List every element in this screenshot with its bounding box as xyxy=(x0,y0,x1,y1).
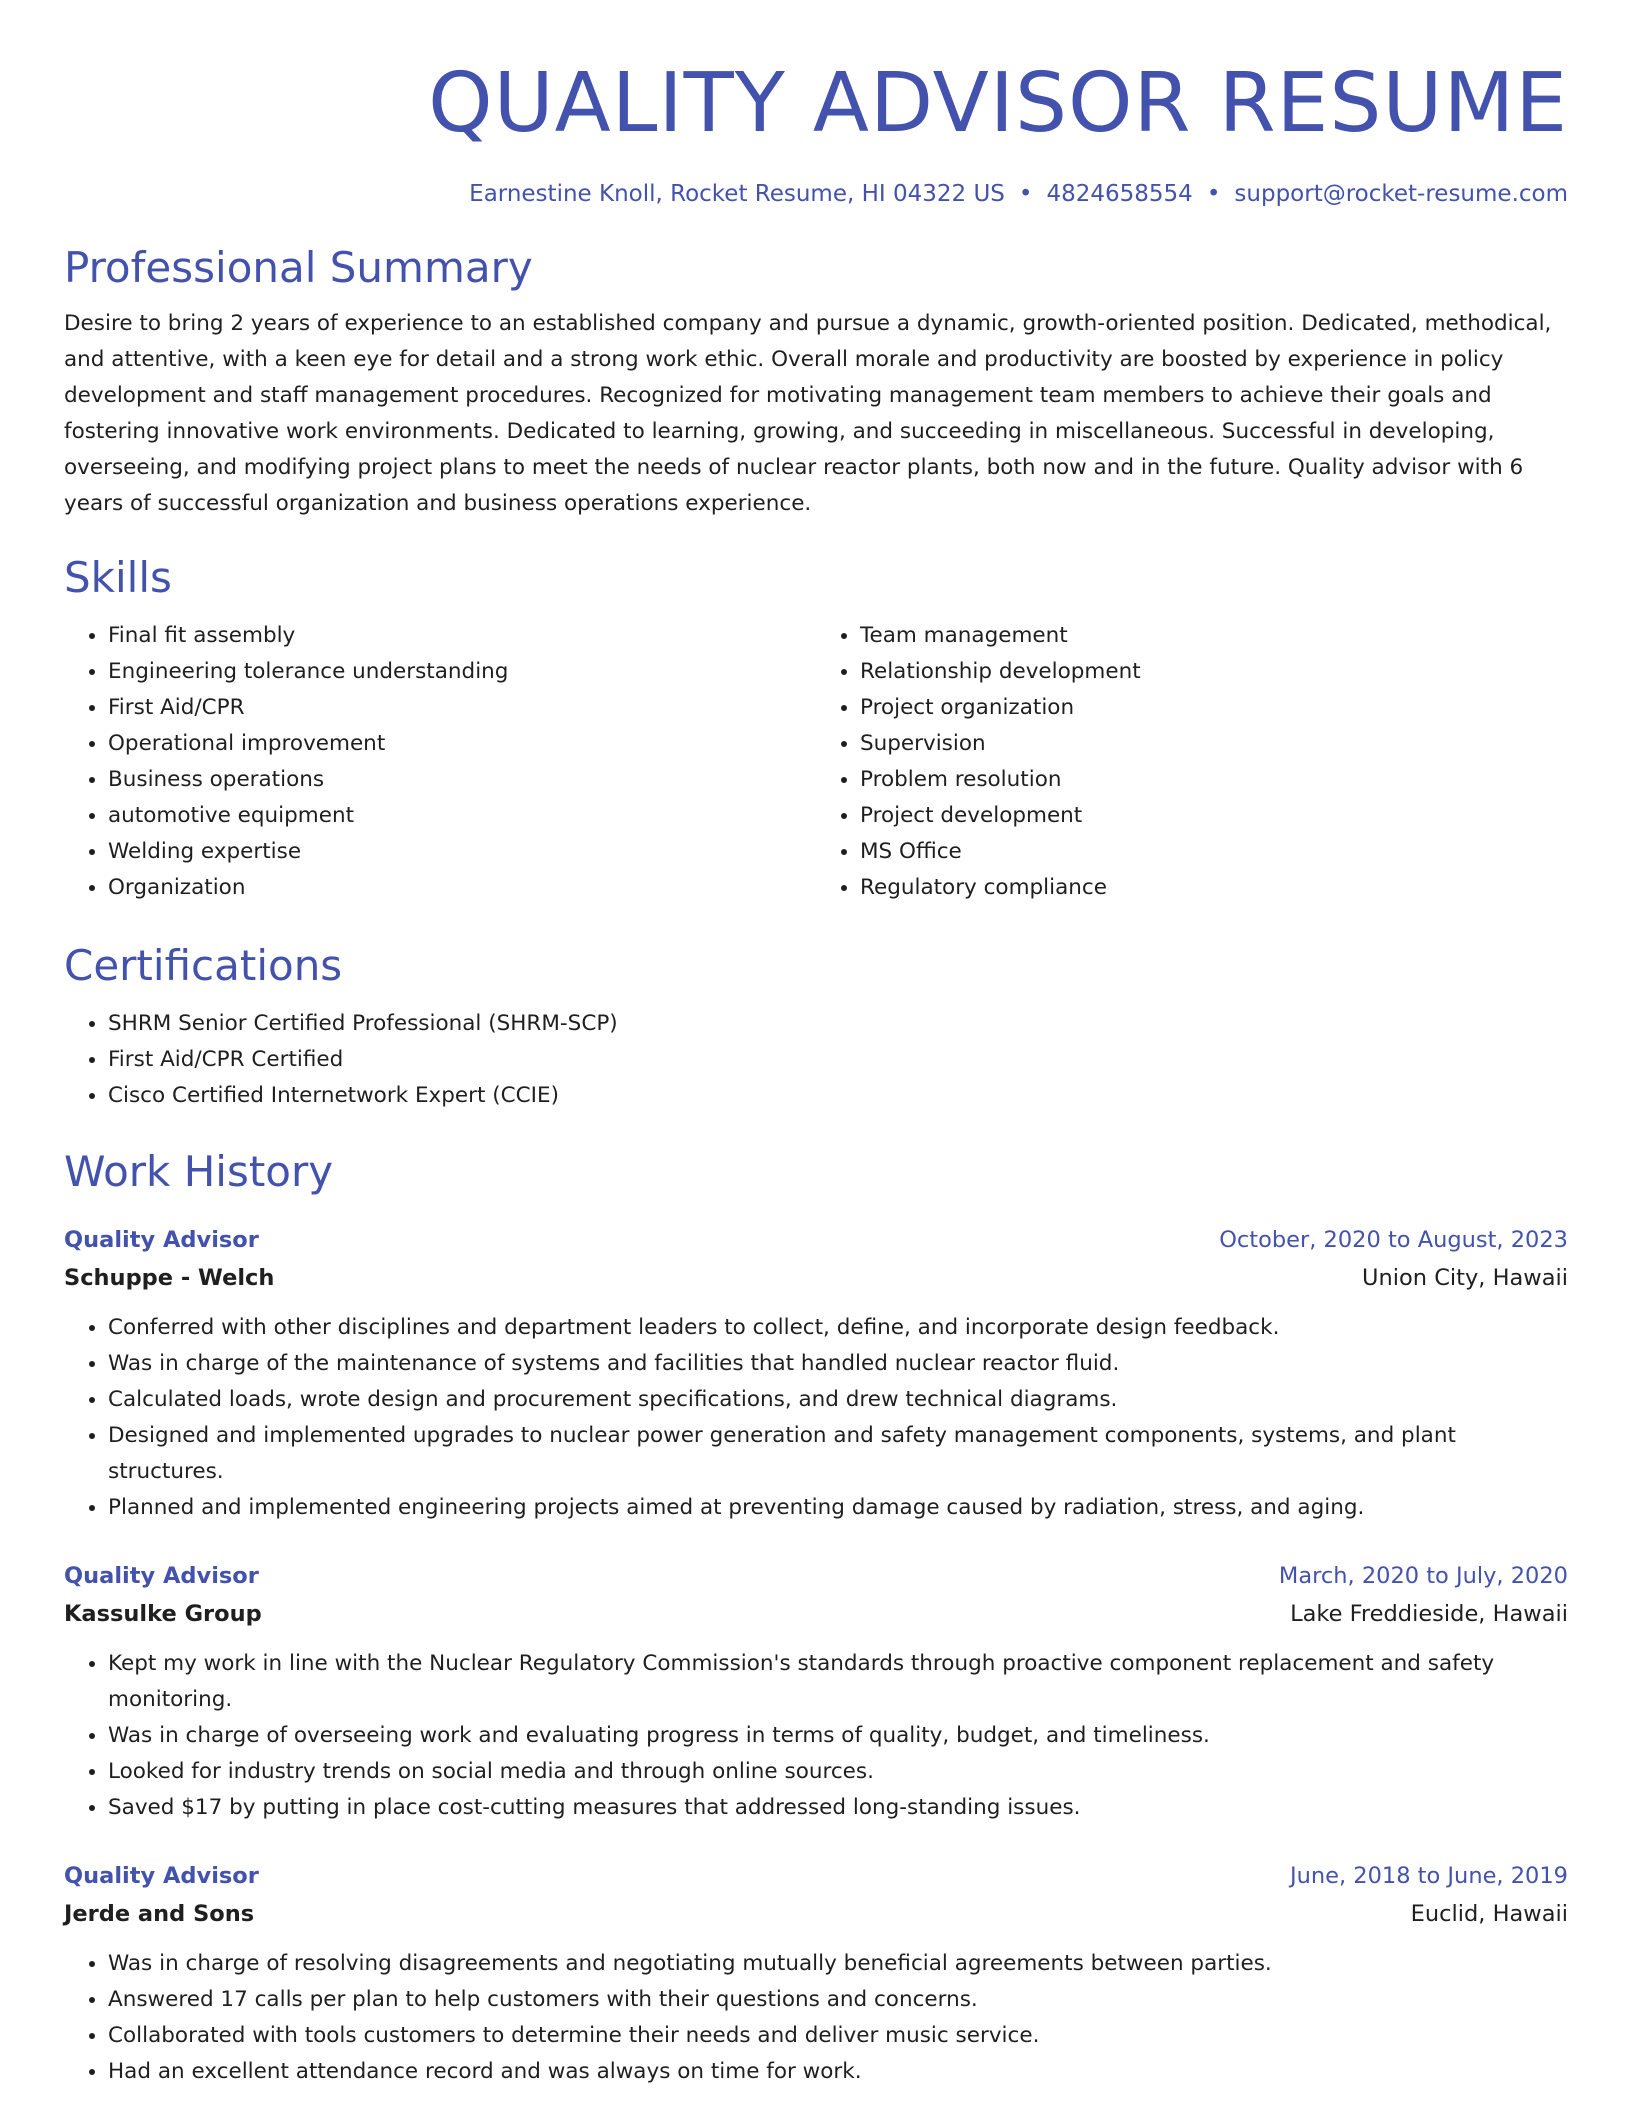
job-dates: March, 2020 to July, 2020 xyxy=(1278,1563,1568,1589)
job-bullet: • Conferred with other disciplines and department leaders to collect, define, and incorporate design feedback. xyxy=(108,1310,1568,1346)
resume-header xyxy=(64,54,1568,210)
job-title: Quality Advisor xyxy=(64,1863,259,1889)
job-header-row xyxy=(64,1222,1568,1258)
contact-phone: 4824658554 xyxy=(1046,181,1193,207)
job-bullet: • Looked for industry trends on social media and through online sources. xyxy=(108,1754,1568,1790)
certification-item: • SHRM Senior Certified Professional (SHRM-SCP) xyxy=(108,1006,1568,1042)
skill-item: • Project development xyxy=(860,798,1568,834)
job-bullets xyxy=(64,1946,1568,2090)
job-bullets xyxy=(64,1646,1568,1826)
job-company-row xyxy=(64,1894,1568,1934)
job-location: Euclid, Hawaii xyxy=(1410,1901,1568,1927)
job-bullet: • Was in charge of resolving disagreements and negotiating mutually beneficial agreements between parties. xyxy=(108,1946,1568,1982)
skill-item: • Organization xyxy=(108,870,816,906)
job-company: Jerde and Sons xyxy=(64,1901,255,1927)
skills-columns xyxy=(64,618,1568,906)
job-bullet: • Kept my work in line with the Nuclear Regulatory Commission's standards through proactive component replacement and safety monitoring. xyxy=(108,1646,1568,1718)
job-bullet: • Designed and implemented upgrades to nuclear power generation and safety management components, systems, and plant structures. xyxy=(108,1418,1568,1490)
job-location: Lake Freddieside, Hawaii xyxy=(1290,1601,1568,1627)
work-history-heading: Work History xyxy=(64,1147,334,1196)
job-title: Quality Advisor xyxy=(64,1227,259,1253)
skills-heading: Skills xyxy=(64,553,172,602)
job-company-row xyxy=(64,1594,1568,1634)
skill-item: • MS Office xyxy=(860,834,1568,870)
skill-item: • Business operations xyxy=(108,762,816,798)
certification-item: • First Aid/CPR Certified xyxy=(108,1042,1568,1078)
skills-list-left xyxy=(64,618,816,906)
skill-item: • First Aid/CPR xyxy=(108,690,816,726)
contact-email[interactable]: support@rocket-resume.com xyxy=(1234,181,1568,207)
job-bullet: • Saved $17 by putting in place cost-cutting measures that addressed long-standing issues. xyxy=(108,1790,1568,1826)
job-header-row xyxy=(64,1558,1568,1594)
job-company-row xyxy=(64,1258,1568,1298)
certifications-heading: Certifications xyxy=(64,941,343,990)
job-bullet: • Was in charge of the maintenance of systems and facilities that handled nuclear reactor fluid. xyxy=(108,1346,1568,1382)
contact-line xyxy=(64,178,1568,210)
certifications-section xyxy=(64,938,1568,1114)
job-entry xyxy=(64,1222,1568,1526)
resume-title: QUALITY ADVISOR RESUME xyxy=(428,56,1568,151)
skill-item: • Welding expertise xyxy=(108,834,816,870)
contact-address: Earnestine Knoll, Rocket Resume, HI 04322 US xyxy=(469,181,1005,207)
job-dates: June, 2018 to June, 2019 xyxy=(1289,1863,1568,1889)
skill-item: • Final fit assembly xyxy=(108,618,816,654)
skill-item: • Regulatory compliance xyxy=(860,870,1568,906)
work-history-section xyxy=(64,1144,1568,2090)
contact-separator: • xyxy=(1018,181,1033,207)
job-title: Quality Advisor xyxy=(64,1563,259,1589)
certification-item: • Cisco Certified Internetwork Expert (CCIE) xyxy=(108,1078,1568,1114)
job-bullet: • Calculated loads, wrote design and procurement specifications, and drew technical diagrams. xyxy=(108,1382,1568,1418)
skill-item: • Project organization xyxy=(860,690,1568,726)
job-bullet: • Answered 17 calls per plan to help customers with their questions and concerns. xyxy=(108,1982,1568,2018)
job-company: Kassulke Group xyxy=(64,1601,262,1627)
job-location: Union City, Hawaii xyxy=(1362,1265,1568,1291)
job-bullet: • Had an excellent attendance record and was always on time for work. xyxy=(108,2054,1568,2090)
job-bullet: • Collaborated with tools customers to determine their needs and deliver music service. xyxy=(108,2018,1568,2054)
contact-separator: • xyxy=(1206,181,1221,207)
job-entry xyxy=(64,1858,1568,2090)
summary-section xyxy=(64,240,1568,522)
skill-item: • Supervision xyxy=(860,726,1568,762)
job-bullet: • Planned and implemented engineering projects aimed at preventing damage caused by radiation, stress, and aging. xyxy=(108,1490,1568,1526)
job-dates: October, 2020 to August, 2023 xyxy=(1219,1227,1568,1253)
skill-item: • automotive equipment xyxy=(108,798,816,834)
job-header-row xyxy=(64,1858,1568,1894)
job-bullet: • Was in charge of overseeing work and evaluating progress in terms of quality, budget, and timeliness. xyxy=(108,1718,1568,1754)
skills-section xyxy=(64,550,1568,906)
skill-item: • Problem resolution xyxy=(860,762,1568,798)
job-company: Schuppe - Welch xyxy=(64,1265,275,1291)
job-bullets xyxy=(64,1310,1568,1526)
skill-item: • Engineering tolerance understanding xyxy=(108,654,816,690)
skill-item: • Operational improvement xyxy=(108,726,816,762)
skill-item: • Team management xyxy=(860,618,1568,654)
summary-heading: Professional Summary xyxy=(64,243,533,292)
skills-list-right xyxy=(816,618,1568,906)
job-entry xyxy=(64,1558,1568,1826)
certifications-list xyxy=(64,1006,1568,1114)
skill-item: • Relationship development xyxy=(860,654,1568,690)
summary-text: Desire to bring 2 years of experience to an established company and pursue a dynamic, growth-oriented position. Dedicated, methodical, and attentive, with a keen eye for detail and a strong work ethic. Overall morale and productivity are boosted by experience in policy development and staff management procedures. Recognized for motivating management team members to achieve their goals and fostering innovative work environments. Dedicated to learning, growing, and succeeding in miscellaneous. Successful in developing, overseeing, and modifying project plans to meet the needs of nuclear reactor plants, both now and in the future. Quality advisor with 6 years of successful organization and business operations experience. xyxy=(64,311,1552,516)
